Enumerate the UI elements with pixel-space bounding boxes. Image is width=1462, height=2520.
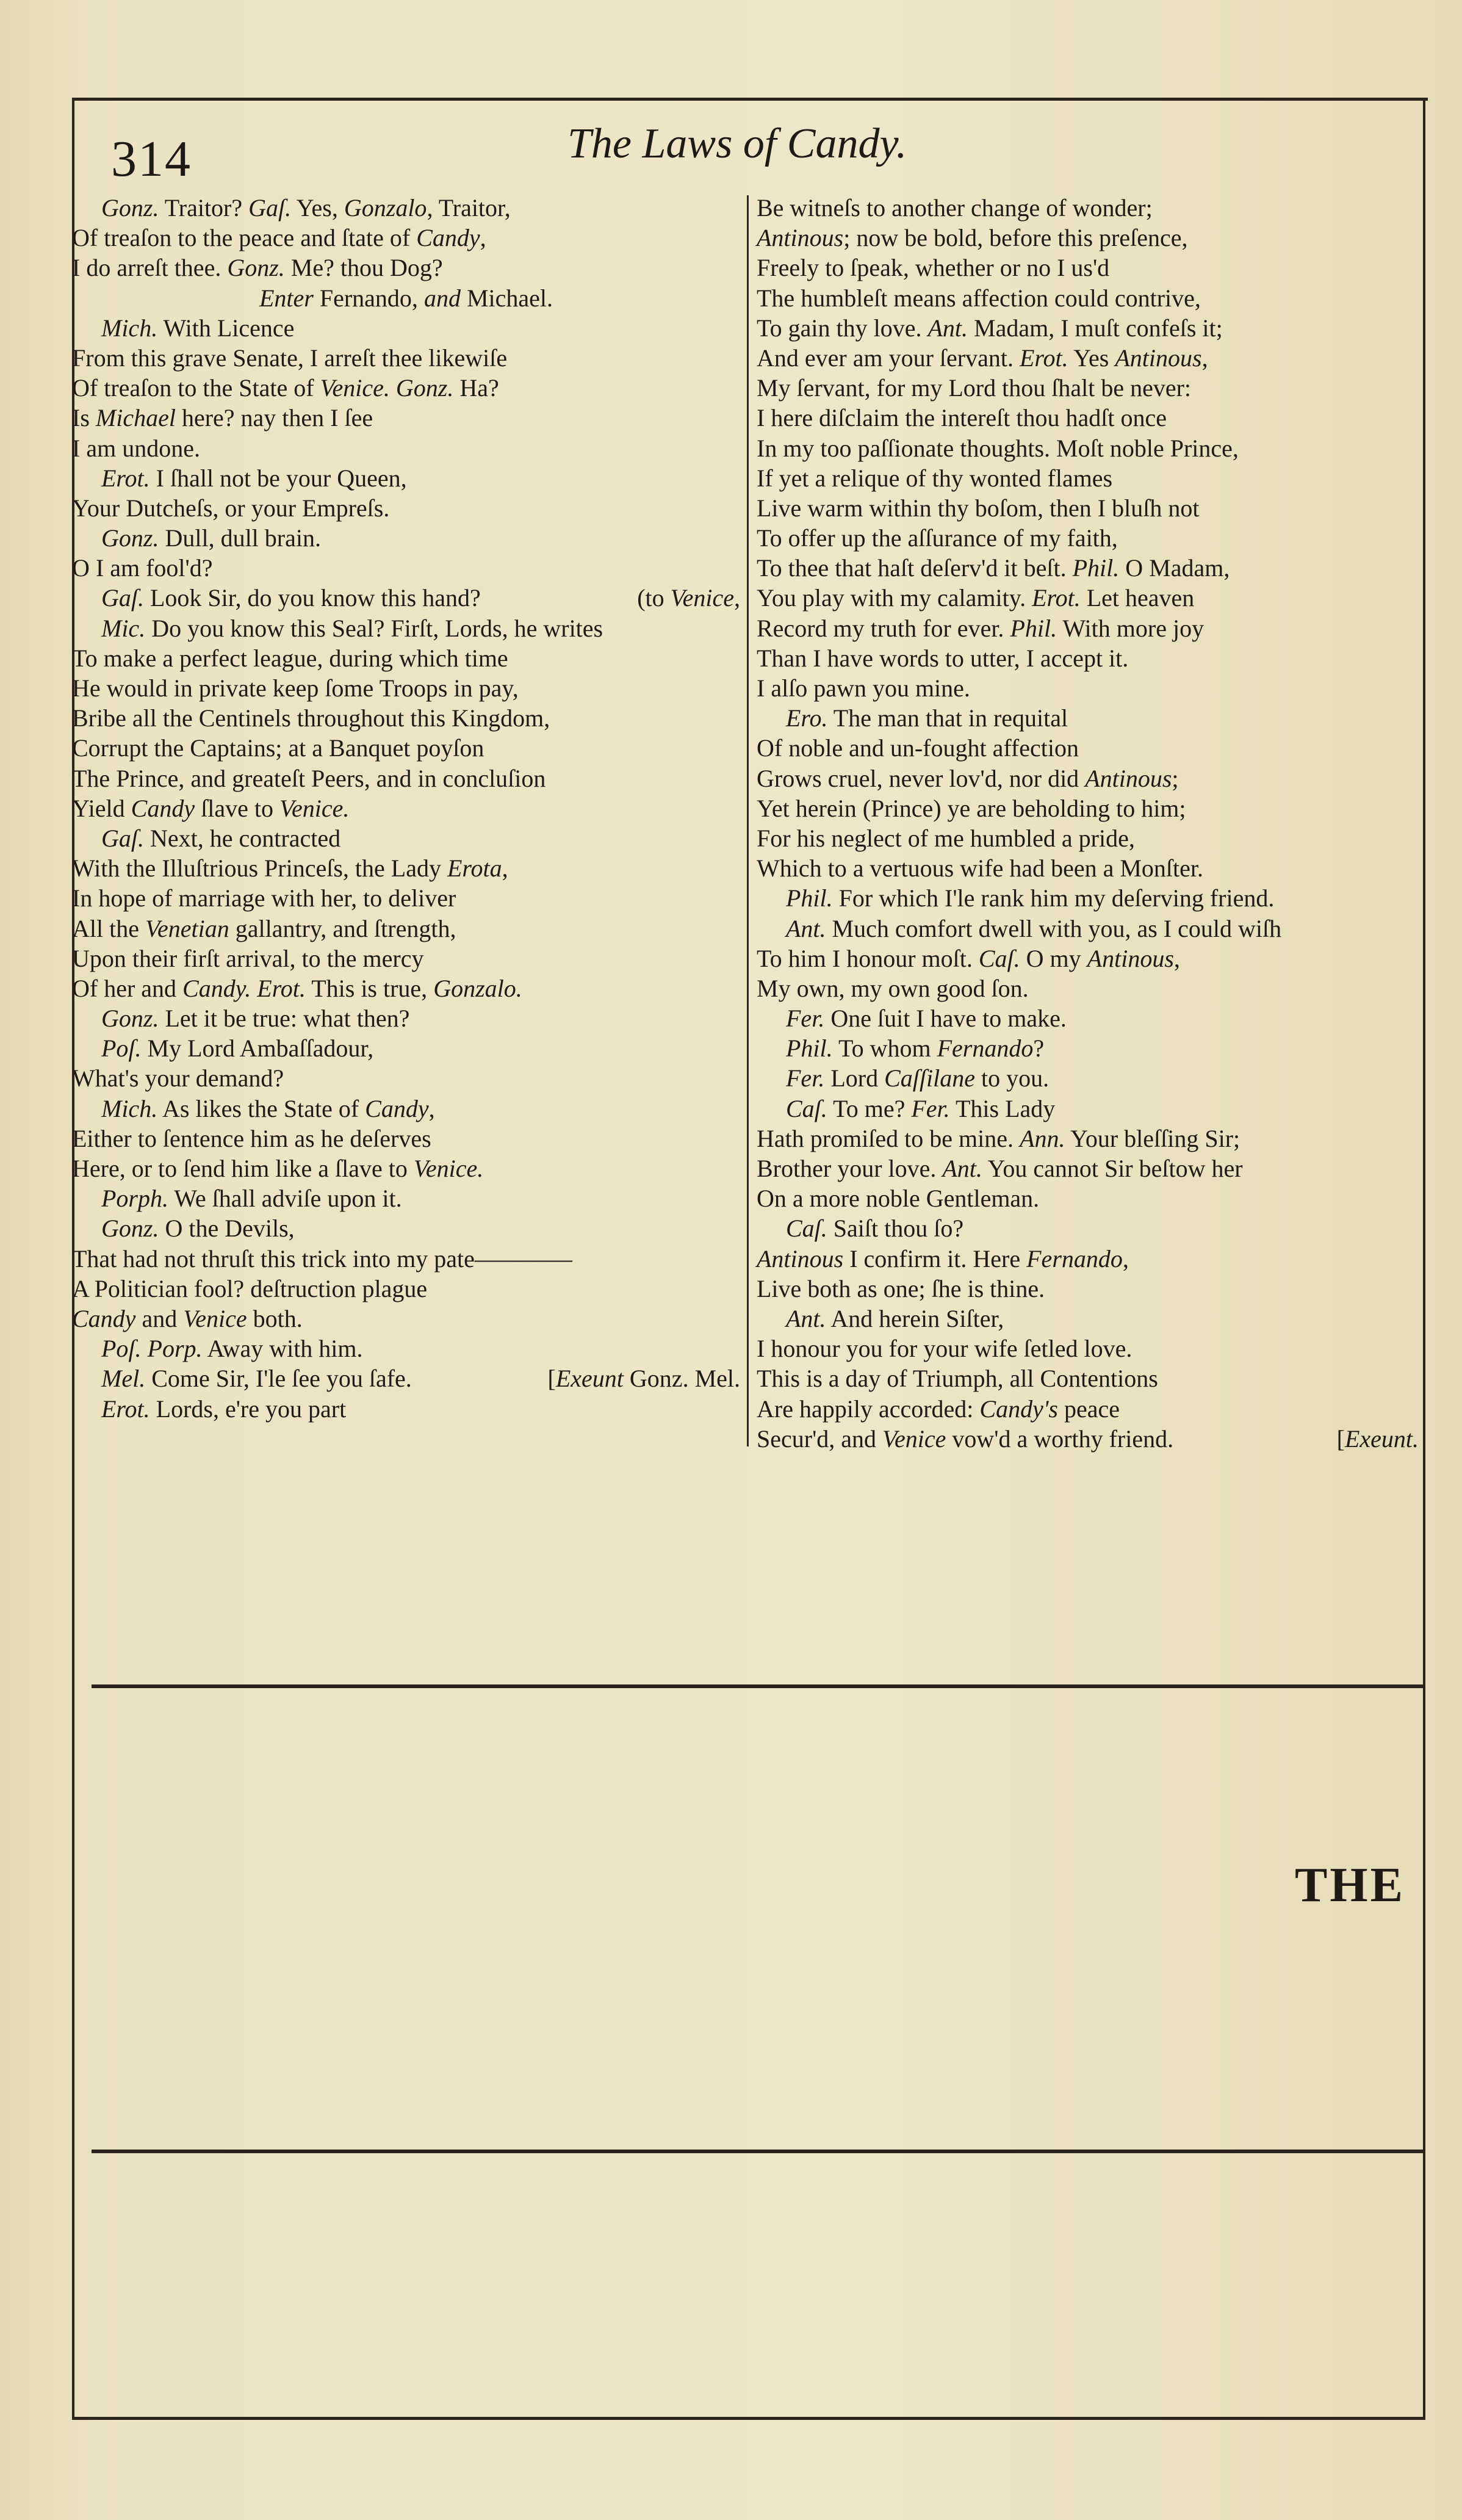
verse-text: [251, 975, 257, 1002]
verse-text: vow'd a worthy friend.: [946, 1424, 1174, 1453]
speaker-name: Mich.: [101, 1094, 158, 1122]
verse-line: [757, 1063, 1419, 1093]
verse-line: [72, 553, 740, 583]
verse-line: [72, 223, 740, 253]
verse-text: Record my truth for ever.: [757, 614, 1010, 642]
verse-text: Are happily accorded:: [757, 1395, 980, 1423]
verse-text: The humbleſt means affection could contrive,: [757, 284, 1201, 312]
speaker-name: Poſ.: [101, 1034, 142, 1063]
speaker-name: Ero.: [786, 704, 828, 732]
verse-text: With more joy: [1057, 614, 1205, 642]
speaker-name: Fer.: [786, 1005, 825, 1033]
italic-text: Antinous: [757, 1244, 844, 1273]
verse-text: gallantry, and ſtrength,: [229, 914, 456, 942]
verse-line: [72, 853, 740, 883]
speaker-name: Fer.: [911, 1094, 950, 1122]
verse-line: [757, 1153, 1419, 1183]
verse-text: Do you know this Seal? Firſt, Lords, he writes: [145, 614, 603, 642]
verse-line: [757, 223, 1419, 253]
verse-line: [757, 1334, 1419, 1363]
verse-line: [757, 703, 1419, 733]
verse-line: [757, 853, 1419, 883]
verse-text: What's your demand?: [72, 1064, 284, 1092]
verse-text: That had not thruſt this trick into my pate————: [72, 1244, 572, 1273]
verse-text: He would in private keep ſome Troops in pay,: [72, 674, 519, 702]
verse-line: [757, 403, 1419, 433]
italic-text: Venice.: [320, 374, 390, 402]
verse-line: [72, 973, 740, 1003]
column-divider: [747, 195, 749, 1446]
verse-line: [757, 463, 1419, 493]
verse-line: [757, 733, 1419, 763]
verse-line: [757, 373, 1419, 403]
verse-text: I honour you for your wife ſetled love.: [757, 1335, 1133, 1363]
verse-line: [72, 1304, 740, 1334]
verse-line: [72, 1094, 740, 1124]
verse-line: [72, 793, 740, 823]
speaker-name: Ant.: [927, 314, 968, 342]
verse-line: [72, 463, 740, 493]
speaker-name: Fer.: [786, 1064, 825, 1092]
verse-text: Look Sir, do you know this hand?: [144, 584, 481, 612]
right-text-column: [757, 193, 1419, 1454]
verse-text: From this grave Senate, I arreſt thee likewiſe: [72, 344, 508, 372]
verse-text: Yet herein (Prince) ye are beholding to him;: [757, 794, 1186, 822]
verse-line: [72, 1063, 740, 1093]
verse-line: [757, 523, 1419, 553]
verse-text: Lord: [824, 1064, 885, 1092]
verse-text: Is: [72, 404, 96, 432]
italic-text: Enter: [259, 284, 314, 312]
italic-text: Venice.: [279, 794, 350, 822]
verse-text: ,: [1201, 344, 1208, 372]
italic-text: Venice: [183, 1304, 247, 1332]
verse-text: To him I honour moſt.: [757, 944, 979, 972]
verse-text: To offer up the aſſurance of my faith,: [757, 524, 1118, 552]
verse-text: Away with him.: [202, 1335, 363, 1363]
verse-line: [757, 1183, 1419, 1213]
verse-text: The Prince, and greateſt Peers, and in concluſion: [72, 764, 546, 792]
verse-line: [757, 1094, 1419, 1124]
speaker-name: Gaſ.: [248, 194, 292, 222]
verse-text: ,: [1173, 944, 1180, 972]
verse-text: Me? thou Dog?: [284, 254, 443, 282]
verse-line: [72, 1003, 740, 1033]
verse-line: [72, 643, 740, 673]
verse-line: [72, 493, 740, 523]
page-frame-right-rule: [1423, 99, 1425, 2418]
verse-text: We ſhall adviſe upon it.: [168, 1185, 402, 1213]
italic-text: Exeunt.: [1344, 1424, 1419, 1453]
verse-line: [72, 1033, 740, 1063]
verse-line: [72, 613, 740, 643]
verse-line: [757, 1274, 1419, 1304]
verse-text: And ever am your ſervant.: [757, 344, 1020, 372]
speaker-name: Gonz.: [101, 194, 159, 222]
verse-line: [72, 583, 740, 613]
verse-line: [72, 193, 740, 223]
verse-text: For his neglect of me humbled a pride,: [757, 824, 1135, 852]
verse-line: [72, 373, 740, 403]
verse-line: [757, 1213, 1419, 1243]
verse-text: ?: [1033, 1034, 1045, 1063]
verse-text: Of treaſon to the State of: [72, 374, 320, 402]
verse-line: [72, 1334, 740, 1363]
speaker-name: Mich.: [101, 314, 158, 342]
verse-text: Grows cruel, never lov'd, nor did: [757, 764, 1086, 792]
verse-text: Than I have words to utter, I accept it.: [757, 644, 1129, 672]
italic-text: Gonzalo.: [433, 974, 522, 1002]
left-text-column: [72, 193, 740, 1424]
verse-line: [72, 1394, 740, 1424]
verse-text: You play with my calamity.: [757, 584, 1032, 612]
verse-line: [72, 823, 740, 853]
verse-text: O my: [1020, 944, 1087, 972]
speaker-name: Gonz.: [227, 254, 285, 282]
verse-text: Yes,: [291, 194, 344, 222]
verse-line: [757, 793, 1419, 823]
verse-text: The man that in requital: [827, 704, 1068, 732]
speaker-name: Phil.: [786, 884, 833, 912]
speaker-name: Ant.: [786, 1304, 826, 1332]
italic-text: Antinous: [1115, 344, 1202, 372]
verse-text: Yield: [72, 794, 131, 822]
verse-text: I ſhall not be your Queen,: [149, 464, 407, 492]
verse-line: [72, 1183, 740, 1213]
verse-text: This is true,: [305, 974, 434, 1002]
verse-text: O I am fool'd?: [72, 554, 213, 582]
speaker-name: Ant.: [786, 914, 826, 942]
verse-text: Yes: [1068, 344, 1115, 372]
verse-text: I do arreſt thee.: [72, 254, 228, 282]
verse-line: [757, 1304, 1419, 1334]
speaker-name: Gaſ.: [101, 824, 144, 852]
verse-line: [72, 1153, 740, 1183]
verse-text: My own, my own good ſon.: [757, 974, 1029, 1002]
verse-line: [72, 733, 740, 763]
verse-text: My ſervant, for my Lord thou ſhalt be never:: [757, 374, 1192, 402]
verse-line: [757, 313, 1419, 343]
verse-text: In hope of marriage with her, to deliver: [72, 884, 456, 912]
verse-line: [72, 703, 740, 733]
verse-text: [390, 374, 396, 402]
verse-text: For which I'le rank him my deſerving friend.: [832, 884, 1275, 912]
verse-text: Lords, e're you part: [149, 1395, 347, 1423]
verse-text: ſlave to: [195, 794, 279, 822]
italic-text: Exeunt: [555, 1365, 624, 1393]
verse-text: [: [547, 1365, 556, 1393]
speaker-name: Gonz.: [101, 1005, 159, 1033]
verse-line: [72, 433, 740, 463]
verse-text: Hath promiſed to be mine.: [757, 1124, 1020, 1152]
catchword: THE: [1295, 1858, 1405, 1912]
speaker-name: Phil.: [1010, 614, 1057, 642]
verse-text: ,: [1122, 1244, 1129, 1273]
verse-text: Bribe all the Centinels throughout this Kingdom,: [72, 704, 550, 732]
verse-text: A Politician fool? deſtruction plague: [72, 1274, 428, 1302]
verse-text: Either to ſentence him as he deſerves: [72, 1124, 431, 1152]
verse-text: O the Devils,: [159, 1215, 295, 1243]
verse-text: Corrupt the Captains; at a Banquet poyſon: [72, 734, 484, 762]
verse-text: ,: [734, 584, 740, 612]
verse-text: ,: [480, 224, 486, 252]
verse-text: If yet a relique of thy wonted flames: [757, 464, 1113, 492]
verse-text: To whom: [832, 1034, 937, 1063]
verse-text: both.: [247, 1304, 303, 1332]
verse-line: [757, 973, 1419, 1003]
speaker-name: Ann.: [1020, 1124, 1065, 1152]
verse-line: [757, 1424, 1419, 1454]
right-aligned-direction: [548, 1363, 740, 1393]
verse-text: Gonz. Mel.: [623, 1365, 740, 1393]
verse-text: I here diſclaim the intereſt thou hadſt once: [757, 404, 1167, 432]
speaker-name: Caſ.: [786, 1094, 827, 1122]
verse-text: Let it be true: what then?: [159, 1005, 410, 1033]
verse-text: One ſuit I have to make.: [824, 1005, 1067, 1033]
speaker-name: Phil.: [786, 1034, 833, 1063]
verse-line: [72, 253, 740, 283]
italic-text: Venetian: [145, 914, 229, 942]
verse-text: Of her and: [72, 974, 183, 1002]
verse-text: Dull, dull brain.: [159, 524, 321, 552]
verse-line: [757, 1394, 1419, 1424]
verse-text: I alſo pawn you mine.: [757, 674, 970, 702]
speaker-name: Poſ. Porp.: [101, 1335, 203, 1363]
verse-text: Your bleſſing Sir;: [1065, 1124, 1241, 1152]
verse-line: [757, 553, 1419, 583]
verse-text: and: [135, 1304, 184, 1332]
speaker-name: Caſ.: [786, 1215, 827, 1243]
verse-text: My Lord Ambaſſadour,: [141, 1034, 374, 1063]
verse-line: [72, 944, 740, 973]
italic-text: Venice.: [413, 1155, 484, 1182]
italic-text: Antinous: [1085, 764, 1172, 792]
verse-text: ,: [428, 1094, 435, 1122]
verse-text: All the: [72, 914, 145, 942]
verse-line: [757, 944, 1419, 973]
verse-text: Be witneſs to another change of wonder;: [757, 194, 1153, 222]
verse-line: [72, 1274, 740, 1304]
verse-text: This Lady: [949, 1094, 1056, 1122]
italic-text: Venice: [670, 584, 734, 612]
verse-line: [757, 1124, 1419, 1153]
verse-line: [757, 493, 1419, 523]
verse-line: [757, 1033, 1419, 1063]
verse-line: [757, 193, 1419, 223]
verse-text: To make a perfect league, during which time: [72, 644, 508, 672]
verse-line: [72, 1124, 740, 1153]
verse-text: Live warm within thy boſom, then I bluſh not: [757, 494, 1200, 522]
page-frame-bottom-rule: [72, 2417, 1425, 2420]
running-title: The Laws of Candy.: [567, 120, 907, 167]
verse-line: [757, 764, 1419, 793]
italic-text: Candy: [131, 794, 195, 822]
verse-line: [72, 673, 740, 703]
page-number: 314: [111, 131, 192, 187]
verse-text: O Madam,: [1119, 554, 1230, 582]
verse-text: Brother your love.: [757, 1155, 943, 1182]
verse-text: Freely to ſpeak, whether or no I us'd: [757, 254, 1110, 282]
verse-text: To thee that haſt deſerv'd it beſt.: [757, 554, 1073, 582]
speaker-name: Gonz.: [101, 1215, 159, 1243]
verse-text: I confirm it. Here: [843, 1244, 1027, 1273]
verse-text: , Traitor,: [427, 194, 511, 222]
verse-text: ,: [502, 854, 508, 883]
verse-text: Madam, I muſt confeſs it;: [968, 314, 1223, 342]
page-frame-top-rule: [72, 98, 1428, 101]
speaker-name: Erot.: [1032, 584, 1081, 612]
verse-text: Upon their firſt arrival, to the mercy: [72, 944, 424, 972]
verse-line: [72, 1363, 740, 1393]
italic-text: Venice: [882, 1424, 946, 1453]
stage-direction: [72, 283, 740, 313]
italic-text: Candy: [72, 1304, 136, 1332]
verse-text: ; now be bold, before this preſence,: [843, 224, 1188, 252]
italic-text: Michael: [95, 404, 176, 432]
italic-text: Candy: [416, 224, 480, 252]
verse-line: [757, 1363, 1419, 1393]
verse-text: Come Sir, I'le ſee you ſafe.: [145, 1365, 412, 1393]
verse-line: [757, 1003, 1419, 1033]
verse-text: here? nay then I ſee: [175, 404, 373, 432]
speaker-name: Caſ.: [978, 944, 1020, 972]
verse-text: To me?: [827, 1094, 912, 1122]
verse-text: Secur'd, and: [757, 1424, 883, 1453]
verse-line: [757, 343, 1419, 373]
italic-text: Candy.: [182, 974, 251, 1002]
verse-line: [757, 283, 1419, 313]
verse-line: [72, 1244, 740, 1274]
verse-text: peace: [1057, 1395, 1120, 1423]
verse-text: Live both as one; ſhe is thine.: [757, 1274, 1045, 1302]
verse-line: [72, 343, 740, 373]
verse-line: [757, 253, 1419, 283]
italic-text: Antinous: [1087, 944, 1174, 972]
italic-text: Candy's: [979, 1395, 1058, 1423]
italic-text: and: [423, 284, 461, 312]
speaker-name: Erot.: [101, 1395, 150, 1423]
verse-text: Here, or to ſend him like a ſlave to: [72, 1155, 414, 1182]
italic-text: Fernando: [1026, 1244, 1123, 1273]
italic-text: Caſſilane: [884, 1064, 975, 1092]
verse-text: Of treaſon to the peace and ſtate of: [72, 224, 417, 252]
verse-text: Much comfort dwell with you, as I could wiſh: [826, 914, 1282, 942]
speaker-name: Erot.: [1019, 344, 1068, 372]
verse-text: On a more noble Gentleman.: [757, 1185, 1040, 1213]
verse-line: [72, 1213, 740, 1243]
verse-text: Of noble and un-fought affection: [757, 734, 1079, 762]
section-rule-lower: [92, 2150, 1423, 2153]
speaker-name: Gonz.: [395, 374, 454, 402]
verse-line: [757, 823, 1419, 853]
verse-text: And herein Siſter,: [826, 1304, 1004, 1332]
verse-line: [72, 523, 740, 553]
verse-text: Let heaven: [1080, 584, 1195, 612]
verse-text: In my too paſſionate thoughts. Moſt noble Prince,: [757, 434, 1239, 462]
right-aligned-direction: [1337, 1424, 1419, 1454]
verse-line: [72, 914, 740, 944]
verse-line: [72, 403, 740, 433]
verse-text: Michael.: [460, 284, 553, 312]
section-rule-upper: [92, 1684, 1423, 1688]
verse-text: Traitor?: [159, 194, 249, 222]
verse-text: Which to a vertuous wife had been a Monſter.: [757, 854, 1203, 883]
verse-line: [72, 313, 740, 343]
verse-text: With the Illuſtrious Princeſs, the Lady: [72, 854, 447, 883]
verse-text: Next, he contracted: [144, 824, 341, 852]
verse-text: to you.: [974, 1064, 1050, 1092]
verse-text: You cannot Sir beſtow her: [982, 1155, 1243, 1182]
verse-text: With Licence: [157, 314, 295, 342]
verse-line: [757, 613, 1419, 643]
speaker-name: Mic.: [101, 614, 146, 642]
verse-line: [757, 583, 1419, 613]
italic-text: Antinous: [757, 224, 844, 252]
verse-text: Saiſt thou ſo?: [827, 1215, 964, 1243]
verse-line: [757, 433, 1419, 463]
speaker-name: Phil.: [1072, 554, 1120, 582]
verse-line: [757, 883, 1419, 913]
speaker-name: Erot.: [257, 974, 306, 1002]
italic-text: Gonzalo: [344, 194, 427, 222]
speaker-name: Mel.: [101, 1365, 146, 1393]
italic-text: Fernando: [937, 1034, 1034, 1063]
verse-text: ;: [1172, 764, 1179, 792]
right-aligned-direction: [637, 583, 740, 613]
verse-text: I am undone.: [72, 434, 200, 462]
verse-text: This is a day of Triumph, all Contentions: [757, 1365, 1158, 1393]
speaker-name: Gonz.: [101, 524, 159, 552]
verse-text: As likes the State of: [157, 1094, 366, 1122]
speaker-name: Gaſ.: [101, 584, 144, 612]
verse-text: Fernando,: [313, 284, 424, 312]
verse-text: To gain thy love.: [757, 314, 928, 342]
speaker-name: Erot.: [101, 464, 150, 492]
verse-line: [757, 1244, 1419, 1274]
verse-text: [: [1336, 1424, 1345, 1453]
verse-text: (to: [637, 584, 671, 612]
speaker-name: Porph.: [101, 1185, 168, 1213]
verse-line: [72, 764, 740, 793]
italic-text: Erota: [447, 854, 502, 883]
verse-text: Your Dutcheſs, or your Empreſs.: [72, 494, 390, 522]
verse-line: [757, 914, 1419, 944]
speaker-name: Ant.: [942, 1155, 982, 1182]
verse-line: [757, 643, 1419, 673]
verse-text: Ha?: [453, 374, 499, 402]
verse-line: [72, 883, 740, 913]
italic-text: Candy: [365, 1094, 429, 1122]
verse-line: [757, 673, 1419, 703]
